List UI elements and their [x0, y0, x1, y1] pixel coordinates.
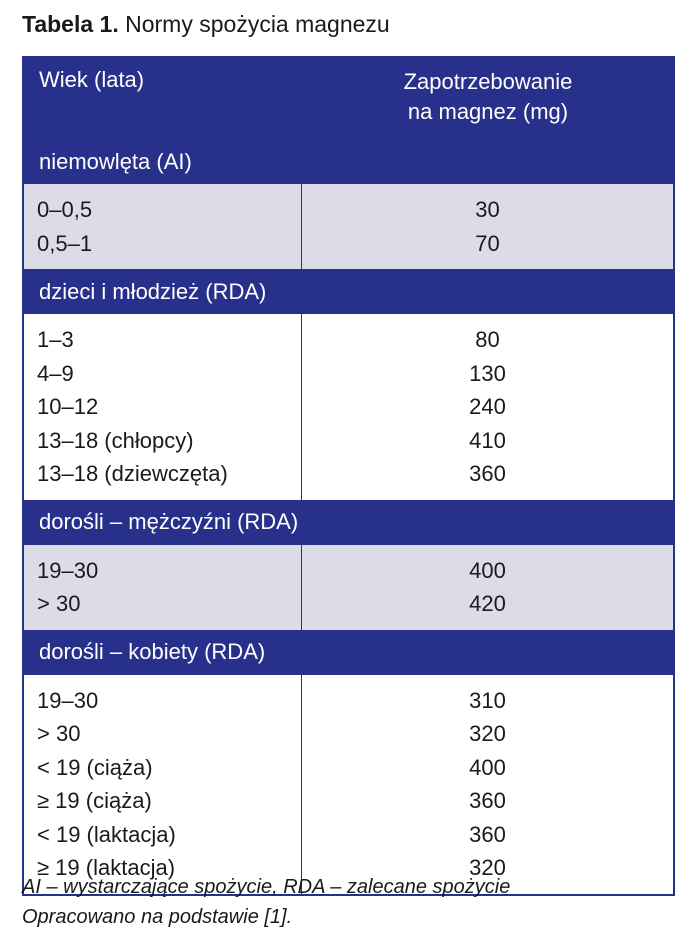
table-caption [22, 8, 390, 40]
age-cell: 0,5–1 [37, 230, 93, 256]
value-cell: 410 [469, 427, 506, 453]
value-cell: 400 [469, 754, 506, 780]
age-cell: 13–18 (dziewczęta) [37, 461, 228, 486]
value-cell: 320 [469, 855, 506, 880]
group-body-men [24, 545, 673, 630]
value-cell: 130 [469, 360, 506, 386]
age-cell: > 30 [37, 591, 81, 616]
age-cell: 10–12 [37, 394, 99, 419]
table-caption-text: Normy spożycia magnezu [125, 11, 390, 37]
header-requirement [302, 58, 673, 127]
value-cell: 360 [469, 788, 506, 813]
group-header-women: dorośli – kobiety (RDA) [24, 630, 673, 675]
age-column [24, 675, 302, 894]
age-cell: < 19 (ciąża) [37, 754, 153, 780]
table-header [24, 58, 673, 138]
magnesium-table [22, 56, 675, 896]
value-cell: 240 [469, 394, 506, 419]
age-cell: 13–18 (chłopcy) [37, 427, 194, 453]
value-cell: 30 [475, 197, 500, 222]
footnote-source: Opracowano na podstawie [1]. [22, 906, 293, 928]
value-cell: 420 [469, 591, 506, 616]
age-cell: ≥ 19 (laktacja) [37, 855, 176, 880]
value-column [302, 184, 673, 269]
value-cell: 400 [469, 557, 506, 583]
age-column [24, 184, 302, 269]
value-column [302, 675, 673, 894]
value-column [302, 545, 673, 630]
age-column [24, 314, 302, 500]
age-cell: 4–9 [37, 360, 74, 386]
group-body-children [24, 314, 673, 500]
group-header-children: dzieci i młodzież (RDA) [24, 269, 673, 314]
value-cell: 80 [475, 327, 500, 352]
group-body-women [24, 675, 673, 894]
age-cell: 1–3 [37, 327, 74, 352]
header-age: Wiek (lata) [39, 67, 145, 92]
age-cell: 0–0,5 [37, 197, 93, 222]
age-column [24, 545, 302, 630]
value-cell: 360 [469, 461, 506, 486]
age-cell: 19–30 [37, 557, 99, 583]
header-requirement-line1: Zapotrzebowanie [403, 69, 573, 94]
value-cell: 360 [469, 821, 506, 847]
age-cell: < 19 (laktacja) [37, 821, 176, 847]
value-cell: 310 [469, 687, 506, 713]
value-cell: 70 [475, 230, 500, 256]
value-cell: 320 [469, 721, 506, 746]
group-header-men: dorośli – mężczyźni (RDA) [24, 500, 673, 545]
age-cell: ≥ 19 (ciąża) [37, 788, 152, 813]
footnote-abbreviations: AI – wystarczające spożycie, RDA – zalecane spożycie [22, 876, 511, 898]
header-requirement-line2: na magnez (mg) [407, 99, 569, 124]
group-body-infants [24, 184, 673, 269]
group-header-infants: niemowlęta (AI) [24, 139, 673, 184]
age-cell: 19–30 [37, 687, 99, 713]
value-column [302, 314, 673, 500]
table-caption-label: Tabela 1. [22, 11, 119, 37]
age-cell: > 30 [37, 721, 81, 746]
footnote [22, 872, 510, 932]
